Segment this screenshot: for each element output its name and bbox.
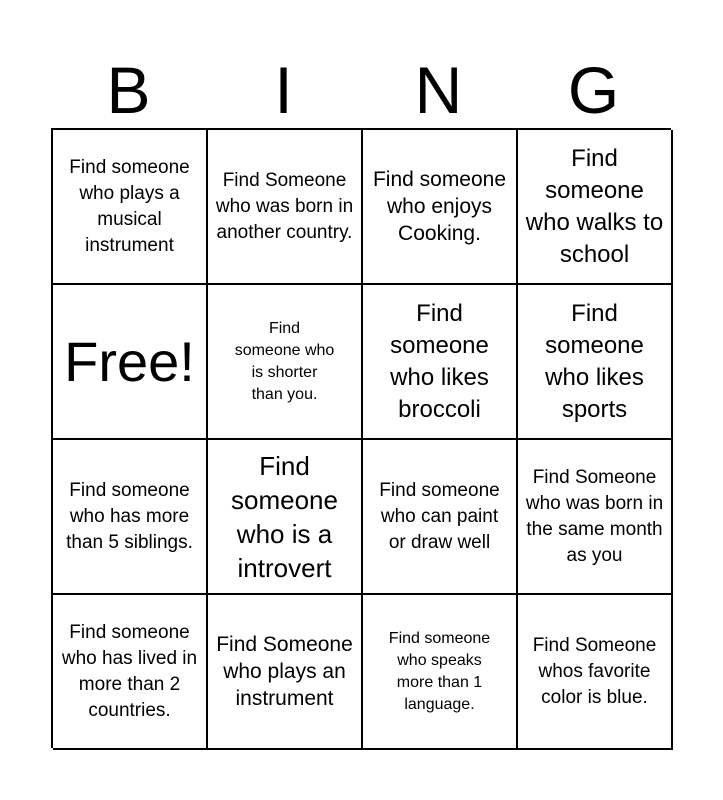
cell-text: Find Someone who plays an instrument	[216, 633, 353, 710]
bingo-cell-r4c3[interactable]	[363, 595, 518, 750]
cell-text: Find Someone who was born in another country.	[215, 169, 354, 243]
cell-text: Find someone who likes broccoli	[390, 299, 489, 423]
bingo-cell-r1c2[interactable]	[208, 130, 363, 285]
cell-text: Find someone who has more than 5 siblings.	[66, 479, 193, 553]
bingo-header	[51, 50, 671, 130]
cell-text: Find someone who enjoys Cooking.	[372, 168, 507, 245]
bingo-cell-r3c2[interactable]	[208, 440, 363, 595]
header-letter-n: N	[414, 53, 463, 127]
bingo-cell-r2c3[interactable]	[363, 285, 518, 440]
bingo-cell-r2c4[interactable]	[518, 285, 673, 440]
bingo-cell-r2c2[interactable]	[208, 285, 363, 440]
cell-text: Find someone who is a introvert	[231, 450, 338, 583]
bingo-cell-r1c4[interactable]	[518, 130, 673, 285]
bingo-cell-r4c1[interactable]	[53, 595, 208, 750]
bingo-cell-r1c3[interactable]	[363, 130, 518, 285]
cell-text: Find Someone who was born in the same month as you	[525, 466, 664, 566]
cell-text: Find someone who is shorter than you.	[234, 319, 335, 403]
bingo-cell-r3c3[interactable]	[363, 440, 518, 595]
cell-text: Find someone who likes sports	[545, 299, 644, 423]
header-letter-b: B	[106, 53, 151, 127]
bingo-cell-r3c4[interactable]	[518, 440, 673, 595]
cell-text: Find someone who has lived in more than 2 countries.	[61, 621, 198, 721]
cell-text: Find someone who walks to school	[525, 144, 664, 268]
bingo-board	[51, 128, 671, 748]
free-space-label: Free!	[64, 329, 195, 393]
bingo-cell-r3c1[interactable]	[53, 440, 208, 595]
header-letter-g: G	[567, 53, 620, 127]
bingo-cell-r4c2[interactable]	[208, 595, 363, 750]
header-letter-i: I	[274, 53, 293, 127]
bingo-cell-r1c1[interactable]	[53, 130, 208, 285]
cell-text: Find someone who can paint or draw well	[379, 479, 500, 553]
bingo-cell-r4c4[interactable]	[518, 595, 673, 750]
cell-text: Find someone who plays a musical instrument	[69, 156, 190, 256]
cell-text: Find Someone whos favorite color is blue.	[532, 634, 657, 708]
bingo-cell-free[interactable]	[53, 285, 208, 440]
cell-text: Find someone who speaks more than 1 language.	[388, 629, 491, 713]
